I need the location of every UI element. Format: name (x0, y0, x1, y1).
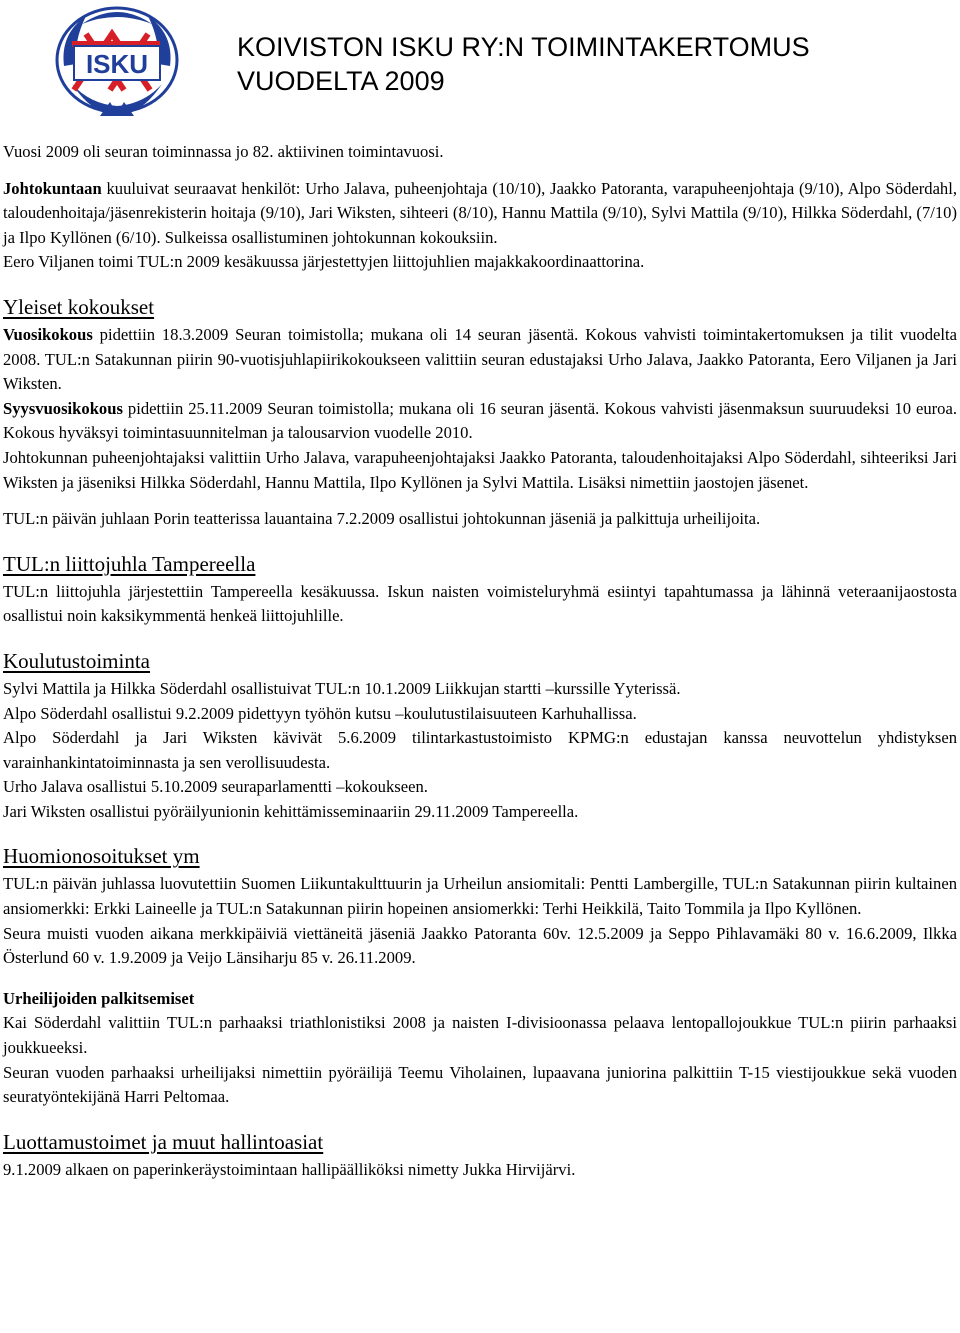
board-election-paragraph: Johtokunnan puheenjohtajaksi valittiin Urho Jalava, varapuheenjohtajaksi Jaakko Patoranta, taloudenhoitajaksi Alpo Söderdahl, sihteeriksi Jari Wiksten ja jäseniksi Hilkka Söderdahl, Hannu Mattila, Ilpo Kyllönen ja Sylvi Mattila. Lisäksi nimettiin jaostojen jäsenet. (3, 447, 957, 492)
training-item: Alpo Söderdahl ja Jari Wiksten kävivät 5.6.2009 tilintarkastustoimisto KPMG:n edustajan kanssa neuvottelun yhdistyksen varainhankintatoiminnasta ja sen verollisuudesta. (3, 728, 957, 772)
training-item: Alpo Söderdahl osallistui 9.2.2009 pidettyyn työhön kutsu –koulutustilaisuuteen Karhuhallissa. (3, 703, 637, 723)
board-text: kuuluivat seuraavat henkilöt: Urho Jalava, puheenjohtaja (10/10), Jaakko Patoranta, varapuheenjohtaja (9/10), Alpo Söderdahl, taloudenhoitaja/jäsenrekisterin hoitaja (9/10), Jari Wiksten, sihteeri (8/10), Hannu Mattila (9/10), Sylvi Mattila (9/10), Hilkka Söderdahl, (7/10) ja Ilpo Kyllönen (6/10). Sulkeissa osallistuminen johtokunnan kokouksiin. (3, 178, 957, 247)
honors-heading: Huomionosoitukset ym (3, 844, 200, 869)
spring-meeting-label: Vuosikokous (3, 324, 93, 344)
autumn-meeting-label: Syysvuosikokous (3, 398, 123, 418)
document-title (237, 30, 810, 98)
coordinator-paragraph: Eero Viljanen toimi TUL:n 2009 kesäkuussa järjestettyjen liittojuhlien majakkakoordinaattorina. (3, 252, 645, 272)
isku-logo (52, 4, 182, 126)
athletes-paragraph-1: Kai Söderdahl valittiin TUL:n parhaaksi triathlonistiksi 2008 ja naisten I-divisioonassa pelaava lentopallojoukkue TUL:n piirin parhaaksi joukkueeksi. (3, 1013, 957, 1058)
autumn-meeting-text: pidettiin 25.11.2009 Seuran toimistolla; mukana oli 16 seuran jäsentä. Kokous vahvisti jäsenmaksun suuruudeksi 10 euroa. Kokous hyväksyi toimintasuunnitelman ja talousarvion vuodelle 2010. (3, 398, 957, 443)
training-item: Jari Wiksten osallistui pyöräilyunionin kehittämisseminaariin 29.11.2009 Tampereella. (3, 801, 579, 821)
meetings-heading: Yleiset kokoukset (3, 294, 155, 319)
board-paragraph (3, 177, 957, 251)
training-heading: Koulutustoiminta (3, 648, 150, 673)
logo-text: ISKU (85, 49, 149, 79)
intro-paragraph: Vuosi 2009 oli seuran toiminnassa jo 82. aktiivinen toimintavuosi. (3, 142, 444, 161)
training-item: Urho Jalava osallistui 5.10.2009 seuraparlamentti –kokoukseen. (3, 777, 428, 797)
tul-day-paragraph: TUL:n päivän juhlaan Porin teatterissa lauantaina 7.2.2009 osallistui johtokunnan jäseniä ja palkittuja urheilijoita. (3, 509, 761, 529)
festival-heading: TUL:n liittojuhla Tampereella (3, 551, 256, 576)
autumn-meeting-paragraph (3, 397, 957, 446)
title-line-2: VUODELTA 2009 (237, 66, 445, 96)
trust-heading: Luottamustoimet ja muut hallintoasiat (3, 1129, 324, 1154)
title-line-1: KOIVISTON ISKU RY:N TOIMINTAKERTOMUS (237, 32, 810, 62)
festival-paragraph: TUL:n liittojuhla järjestettiin Tampereella kesäkuussa. Iskun naisten voimisteluryhmä esiintyi tapahtumassa ja lähinnä veteraanijaostosta osallistui noin kaksikymmentä henkeä liittojuhlille. (3, 581, 957, 626)
athletes-paragraph-2: Seuran vuoden parhaaksi urheilijaksi nimettiin pyöräilijä Teemu Viholainen, lupaavana juniorina palkittiin T-15 viestijoukkue sekä vuoden seuratyöntekijänä Harri Peltomaa. (3, 1062, 957, 1107)
document-body (3, 140, 957, 1182)
athletes-heading: Urheilijoiden palkitsemiset (3, 988, 195, 1008)
birthdays-paragraph: Seura muisti vuoden aikana merkkipäiviä viettäneitä jäseniä Jaakko Patoranta 60v. 12.5.2009 ja Seppo Pihlavamäki 80 v. 16.6.2009, Ilkka Österlund 60 v. 1.9.2009 ja Veijo Länsiharju 85 v. 26.11.2009. (3, 923, 957, 968)
spring-meeting-paragraph (3, 323, 957, 397)
badges-paragraph: TUL:n päivän juhlassa luovutettiin Suomen Liikuntakulttuurin ja Urheilun ansiomitali: Pentti Lambergille, TUL:n Satakunnan piirin kultainen ansiomerkki: Erkki Laineelle ja TUL:n Satakunnan piirin hopeinen ansiomerkki: Terhi Heikkilä, Taito Tommila ja Ilpo Kyllönen. (3, 874, 957, 919)
training-item: Sylvi Mattila ja Hilkka Söderdahl osallistuivat TUL:n 10.1.2009 Liikkujan startti –kurssille Yyterissä. (3, 678, 681, 698)
trust-paragraph: 9.1.2009 alkaen on paperinkeräystoimintaan hallipäälliköksi nimetty Jukka Hirvijärvi. (3, 1159, 576, 1179)
board-label: Johtokuntaan (3, 178, 102, 198)
spring-meeting-text: pidettiin 18.3.2009 Seuran toimistolla; mukana oli 14 seuran jäsentä. Kokous vahvisti toimintakertomuksen ja tilit vuodelta 2008. TUL:n Satakunnan piirin 90-vuotisjuhlapiirikokoukseen valittiin seuran edustajaksi Urho Jalava, Jaakko Patoranta, Eero Viljanen ja Jari Wiksten. (3, 324, 957, 394)
